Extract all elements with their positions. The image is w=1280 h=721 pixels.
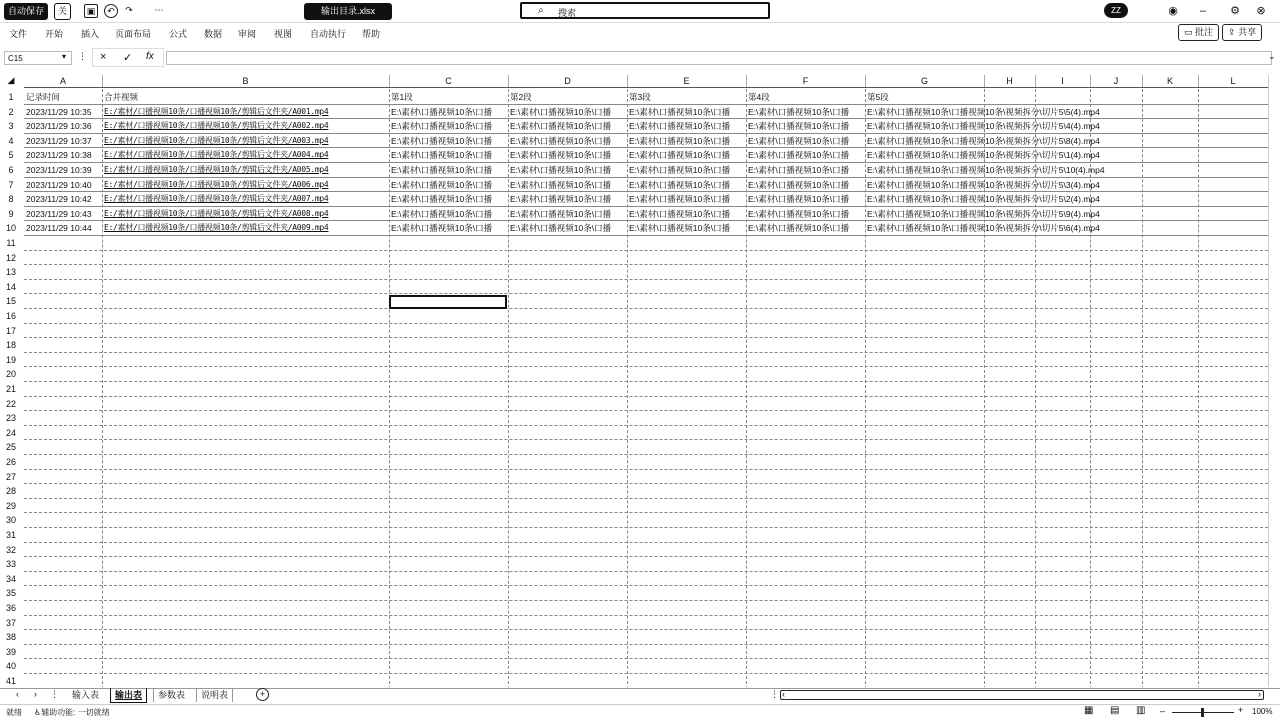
row-gridline	[24, 396, 1268, 397]
table-cell[interactable]: E:\素材\口播视频10条\口播视频10条\视频拆分\切片5\10(4).mp4	[867, 165, 1105, 175]
worksheet-grid[interactable]	[0, 75, 1268, 687]
row-gridline	[24, 264, 1268, 265]
row-gridline	[24, 615, 1268, 616]
comments-label: 批注	[1195, 27, 1214, 37]
row-gridline	[24, 542, 1268, 543]
table-cell[interactable]: E:\素材\口播视频10条\口播	[748, 150, 850, 161]
menu-formulas[interactable]: 公式	[169, 29, 188, 39]
row-gridline	[24, 556, 1268, 557]
normal-view-icon[interactable]: ▦	[1084, 705, 1094, 716]
table-cell[interactable]: E:\素材\口播视频10条\口播	[629, 194, 731, 205]
table-cell[interactable]: E:\素材\口播视频10条\口播视频10条\视频拆分\切片5\3(4).mp4	[867, 179, 1100, 190]
row-header[interactable]: 40	[5, 661, 16, 672]
minimize-icon[interactable]: –	[1199, 5, 1207, 17]
row-header[interactable]: 5	[8, 150, 14, 161]
zoom-slider-thumb[interactable]	[1201, 708, 1204, 717]
row-header[interactable]: 17	[5, 325, 16, 336]
table-cell[interactable]: E:/素材/口播视频10条/口播视频10条/剪辑后文件夹/A004.mp4	[104, 150, 329, 160]
user-avatar[interactable]: ZZ	[1104, 3, 1128, 18]
row-header[interactable]: 32	[5, 544, 16, 555]
row-header[interactable]: 4	[8, 135, 14, 146]
accessibility-label: 辅助功能: 一切就绪	[41, 708, 110, 717]
column-header-f[interactable]: F	[746, 75, 865, 88]
table-cell[interactable]: 2023/11/29 10:40	[26, 179, 92, 190]
page-layout-view-icon[interactable]: ▤	[1110, 705, 1120, 716]
menu-home[interactable]: 开始	[45, 29, 64, 39]
table-cell[interactable]: E:\素材\口播视频10条\口播	[748, 135, 850, 146]
table-cell[interactable]: E:\素材\口播视频10条\口播	[391, 179, 493, 190]
table-cell[interactable]: 2023/11/29 10:37	[26, 135, 92, 146]
table-cell[interactable]: E:\素材\口播视频10条\口播视频10条\视频拆分\切片5\6(4).mp4	[867, 223, 1100, 234]
undo-icon[interactable]: ↶	[104, 4, 118, 18]
table-cell[interactable]: E:\素材\口播视频10条\口播	[748, 106, 850, 117]
row-gridline	[24, 673, 1268, 674]
column-gridline	[508, 89, 509, 687]
row-gridline	[24, 410, 1268, 411]
header-cell[interactable]: 第1段	[391, 92, 413, 102]
table-cell[interactable]: 2023/11/29 10:35	[26, 106, 92, 117]
row-gridline	[24, 483, 1268, 484]
share-label: 共享	[1238, 27, 1257, 37]
row-header[interactable]: 27	[5, 471, 16, 482]
row-header[interactable]: 41	[5, 676, 16, 686]
row-gridline	[24, 323, 1268, 324]
table-cell[interactable]: E:\素材\口播视频10条\口播	[510, 121, 612, 132]
customize-quick-access-icon[interactable]: ⋯	[154, 5, 164, 15]
row-header[interactable]: 24	[5, 427, 16, 438]
more-sheets-icon[interactable]: ⋮	[50, 689, 59, 699]
row-gridline	[24, 571, 1268, 572]
search-icon: ⌕	[538, 5, 544, 16]
table-cell[interactable]: E:\素材\口播视频10条\口播	[629, 121, 731, 132]
row-header[interactable]: 35	[5, 588, 16, 599]
table-cell[interactable]: E:/素材/口播视频10条/口播视频10条/剪辑后文件夹/A008.mp4	[104, 208, 329, 218]
table-cell[interactable]: E:\素材\口播视频10条\口播	[510, 165, 612, 175]
menu-help[interactable]: 帮助	[362, 29, 381, 39]
comment-icon: ▭	[1184, 27, 1193, 37]
row-header[interactable]: 7	[8, 179, 14, 190]
menu-bar	[0, 23, 1280, 43]
formula-bar-options-icon[interactable]: ⋮	[78, 51, 87, 61]
row-gridline	[24, 293, 1268, 294]
column-header-g[interactable]: G	[865, 75, 984, 88]
scroll-right-icon[interactable]: ›	[1258, 689, 1261, 699]
menu-insert[interactable]: 插入	[81, 29, 100, 39]
table-cell[interactable]: E:/素材/口播视频10条/口播视频10条/剪辑后文件夹/A006.mp4	[104, 179, 329, 189]
column-gridline	[102, 89, 103, 687]
row-gridline	[24, 381, 1268, 382]
column-header-d[interactable]: D	[508, 75, 627, 88]
header-cell[interactable]: 第3段	[629, 92, 651, 102]
copilot-icon[interactable]: ◉	[1168, 5, 1178, 17]
cancel-icon[interactable]: ×	[100, 51, 107, 63]
zoom-out-icon[interactable]: –	[1160, 706, 1166, 716]
row-header[interactable]: 12	[5, 252, 16, 263]
table-cell[interactable]: E:\素材\口播视频10条\口播	[629, 208, 731, 219]
row-gridline	[24, 512, 1268, 513]
table-cell[interactable]: E:/素材/口播视频10条/口播视频10条/剪辑后文件夹/A009.mp4	[104, 223, 329, 233]
table-cell[interactable]: E:\素材\口播视频10条\口播视频10条\视频拆分\切片5\5(4).mp4	[867, 106, 1100, 117]
row-header[interactable]: 8	[8, 194, 14, 205]
column-header-c[interactable]: C	[389, 75, 508, 88]
header-cell[interactable]: 第4段	[748, 92, 770, 102]
row-gridline	[24, 454, 1268, 455]
enter-icon[interactable]: ✓	[123, 52, 133, 64]
insert-function-icon[interactable]: fx	[146, 51, 154, 62]
row-header[interactable]: 38	[5, 632, 16, 643]
row-header[interactable]: 21	[5, 384, 16, 394]
table-cell[interactable]: E:\素材\口播视频10条\口播	[748, 194, 850, 205]
search-placeholder: 搜索	[558, 8, 577, 18]
header-cell[interactable]: 记录时间	[26, 92, 61, 102]
table-cell[interactable]: E:/素材/口播视频10条/口播视频10条/剪辑后文件夹/A003.mp4	[104, 135, 329, 145]
prev-sheet-icon[interactable]: ‹	[16, 689, 19, 699]
row-header[interactable]: 34	[5, 573, 16, 584]
row-header[interactable]: 9	[8, 208, 14, 219]
row-gridline	[24, 629, 1268, 630]
select-all-corner[interactable]: ◢	[7, 75, 15, 85]
accessibility-icon: ♿	[34, 708, 42, 717]
row-header[interactable]: 36	[5, 603, 16, 613]
file-name[interactable]: 输出目录.xlsx	[304, 3, 392, 20]
row-header[interactable]: 28	[5, 486, 16, 497]
table-cell[interactable]: 2023/11/29 10:38	[26, 150, 92, 161]
table-cell[interactable]: E:\素材\口播视频10条\口播	[510, 223, 612, 234]
table-cell[interactable]: E:\素材\口播视频10条\口播	[748, 223, 850, 234]
table-cell[interactable]: E:\素材\口播视频10条\口播	[391, 121, 493, 132]
row-gridline	[24, 366, 1268, 367]
table-cell[interactable]: E:\素材\口播视频10条\口播	[391, 194, 493, 205]
column-header-k[interactable]: K	[1142, 75, 1198, 88]
table-cell[interactable]: E:\素材\口播视频10条\口播	[391, 223, 493, 234]
row-gridline	[24, 527, 1268, 528]
row-gridline	[24, 644, 1268, 645]
table-cell[interactable]: E:\素材\口播视频10条\口播	[510, 106, 612, 117]
table-cell[interactable]: E:\素材\口播视频10条\口播	[510, 135, 612, 146]
row-header[interactable]: 15	[5, 296, 16, 307]
column-header-j[interactable]: J	[1090, 75, 1142, 88]
column-header-a[interactable]: A	[24, 75, 102, 88]
tab-parameter-sheet[interactable]: 参数表	[153, 688, 189, 702]
table-cell[interactable]: 2023/11/29 10:39	[26, 165, 92, 175]
table-cell[interactable]: E:/素材/口播视频10条/口播视频10条/剪辑后文件夹/A005.mp4	[104, 165, 329, 174]
table-cell[interactable]: E:\素材\口播视频10条\口播视频10条\视频拆分\切片5\2(4).mp4	[867, 194, 1100, 205]
zoom-in-icon[interactable]: +	[1238, 705, 1244, 715]
table-cell[interactable]: E:\素材\口播视频10条\口播	[629, 135, 731, 146]
accessibility-status[interactable]	[34, 707, 110, 718]
column-header-i[interactable]: I	[1035, 75, 1090, 88]
header-cell[interactable]: 第5段	[867, 92, 889, 102]
redo-icon[interactable]: ↷	[125, 5, 133, 15]
table-cell[interactable]: E:/素材/口播视频10条/口播视频10条/剪辑后文件夹/A001.mp4	[104, 106, 329, 116]
row-header[interactable]: 39	[5, 646, 16, 657]
row-header[interactable]: 22	[5, 398, 16, 409]
table-cell[interactable]: E:\素材\口播视频10条\口播	[629, 179, 731, 190]
row-header[interactable]: 20	[5, 369, 16, 380]
close-icon[interactable]: ⊗	[1256, 5, 1266, 17]
menu-automate[interactable]: 自动执行	[310, 29, 347, 39]
save-icon[interactable]: ▣	[84, 4, 98, 18]
column-header-e[interactable]: E	[627, 75, 746, 88]
row-gridline	[24, 250, 1268, 251]
row-header[interactable]: 30	[5, 515, 16, 526]
menu-page-layout[interactable]: 页面布局	[115, 29, 152, 39]
table-cell[interactable]: E:\素材\口播视频10条\口播视频10条\视频拆分\切片5\4(4).mp4	[867, 121, 1100, 132]
row-header[interactable]: 16	[5, 311, 16, 321]
table-cell[interactable]: E:/素材/口播视频10条/口播视频10条/剪辑后文件夹/A007.mp4	[104, 194, 329, 204]
horizontal-scrollbar[interactable]	[780, 690, 1264, 700]
row-gridline	[24, 498, 1268, 499]
header-cell[interactable]: 合并视频	[104, 92, 139, 102]
add-sheet-icon[interactable]: +	[256, 688, 269, 701]
row-header[interactable]: 1	[8, 92, 14, 102]
share-button[interactable]	[1222, 24, 1262, 41]
menu-view[interactable]: 视图	[274, 29, 293, 39]
column-header-b[interactable]: B	[102, 75, 389, 88]
row-gridline	[24, 469, 1268, 470]
header-cell[interactable]: 第2段	[510, 92, 532, 102]
ready-status: 就绪	[6, 708, 22, 717]
table-cell[interactable]: E:\素材\口播视频10条\口播视频10条\视频拆分\切片5\9(4).mp4	[867, 208, 1100, 219]
name-box-dropdown-icon[interactable]: ▾	[62, 52, 67, 61]
active-cell[interactable]	[389, 295, 507, 309]
menu-data[interactable]: 数据	[204, 29, 223, 39]
table-cell[interactable]: 2023/11/29 10:42	[26, 194, 92, 205]
row-gridline	[24, 308, 1268, 309]
table-cell[interactable]: E:\素材\口播视频10条\口播	[510, 150, 612, 161]
table-cell[interactable]: E:/素材/口播视频10条/口播视频10条/剪辑后文件夹/A002.mp4	[104, 121, 329, 131]
column-gridline	[389, 89, 390, 687]
row-header[interactable]: 29	[5, 500, 16, 511]
next-sheet-icon[interactable]: ›	[34, 689, 37, 699]
table-cell[interactable]: E:\素材\口播视频10条\口播	[510, 194, 612, 205]
table-cell[interactable]: E:\素材\口播视频10条\口播	[748, 208, 850, 219]
row-header[interactable]: 11	[6, 238, 16, 248]
row-header[interactable]: 3	[8, 121, 14, 132]
table-cell[interactable]: 2023/11/29 10:36	[26, 121, 92, 132]
row-gridline	[24, 279, 1268, 280]
row-gridline	[24, 585, 1268, 586]
autosave-toggle[interactable]: 关	[54, 3, 71, 20]
name-box[interactable]: C15	[4, 51, 72, 65]
table-cell[interactable]: E:\素材\口播视频10条\口播	[629, 223, 731, 234]
row-header[interactable]: 37	[5, 617, 16, 628]
share-icon: ⇪	[1228, 27, 1236, 37]
table-cell[interactable]: E:\素材\口播视频10条\口播	[510, 208, 612, 219]
tab-split-handle[interactable]: ⋮	[770, 689, 779, 699]
settings-icon[interactable]: ⚙	[1230, 5, 1240, 17]
tab-input-sheet[interactable]: 输入表	[72, 690, 100, 700]
column-gridline	[627, 89, 628, 687]
table-cell[interactable]: E:\素材\口播视频10条\口播	[391, 106, 493, 117]
search-box[interactable]	[520, 2, 770, 19]
expand-formula-bar-icon[interactable]: ⌄	[1268, 51, 1276, 61]
table-cell[interactable]: E:\素材\口播视频10条\口播	[391, 208, 493, 219]
row-gridline	[24, 658, 1268, 659]
autosave-label: 自动保存	[4, 3, 48, 20]
row-header[interactable]: 33	[5, 559, 16, 570]
row-header[interactable]: 14	[5, 281, 16, 292]
menu-review[interactable]: 审阅	[238, 29, 257, 39]
tab-output-sheet[interactable]: 输出表	[110, 688, 147, 703]
table-cell[interactable]: 2023/11/29 10:44	[26, 223, 92, 234]
table-cell[interactable]: E:\素材\口播视频10条\口播	[748, 179, 850, 190]
row-header[interactable]: 10	[5, 223, 16, 234]
zoom-level[interactable]: 100%	[1252, 707, 1273, 716]
row-header[interactable]: 2	[8, 106, 14, 117]
row-header[interactable]: 25	[5, 442, 16, 453]
column-header-l[interactable]: L	[1198, 75, 1268, 88]
table-cell[interactable]: E:\素材\口播视频10条\口播	[391, 165, 493, 175]
column-header-h[interactable]: H	[984, 75, 1035, 88]
row-header[interactable]: 6	[8, 165, 14, 175]
row-header[interactable]: 18	[5, 340, 16, 351]
row-header[interactable]: 26	[5, 457, 16, 467]
page-break-view-icon[interactable]: ▥	[1136, 705, 1146, 716]
row-header[interactable]: 23	[5, 413, 16, 424]
row-gridline	[24, 425, 1268, 426]
vertical-scrollbar[interactable]	[1268, 75, 1279, 687]
table-cell[interactable]: E:\素材\口播视频10条\口播	[629, 106, 731, 117]
table-cell[interactable]: E:\素材\口播视频10条\口播	[391, 150, 493, 161]
row-header[interactable]: 31	[5, 530, 16, 540]
table-cell[interactable]: E:\素材\口播视频10条\口播	[510, 179, 612, 190]
row-gridline	[24, 337, 1268, 338]
row-header[interactable]: 13	[5, 267, 16, 278]
row-gridline	[24, 600, 1268, 601]
menu-file[interactable]: 文件	[9, 29, 28, 39]
column-gridline	[746, 89, 747, 687]
formula-input[interactable]	[166, 51, 1272, 65]
tab-description-sheet[interactable]: 说明表	[196, 688, 233, 702]
table-cell[interactable]: E:\素材\口播视频10条\口播视频10条\视频拆分\切片5\1(4).mp4	[867, 150, 1100, 161]
comments-button[interactable]	[1178, 24, 1219, 41]
table-cell[interactable]: E:\素材\口播视频10条\口播	[748, 121, 850, 132]
table-cell[interactable]: 2023/11/29 10:43	[26, 208, 92, 219]
table-cell[interactable]: E:\素材\口播视频10条\口播	[629, 165, 731, 175]
table-cell[interactable]: E:\素材\口播视频10条\口播	[391, 135, 493, 146]
row-header[interactable]: 19	[5, 354, 16, 365]
row-gridline	[24, 439, 1268, 440]
row-gridline	[24, 352, 1268, 353]
column-gridline	[865, 89, 866, 687]
table-cell[interactable]: E:\素材\口播视频10条\口播	[748, 165, 850, 175]
table-cell[interactable]: E:\素材\口播视频10条\口播视频10条\视频拆分\切片5\8(4).mp4	[867, 135, 1100, 146]
table-cell[interactable]: E:\素材\口播视频10条\口播	[629, 150, 731, 161]
scroll-left-icon[interactable]: ‹	[782, 689, 785, 699]
